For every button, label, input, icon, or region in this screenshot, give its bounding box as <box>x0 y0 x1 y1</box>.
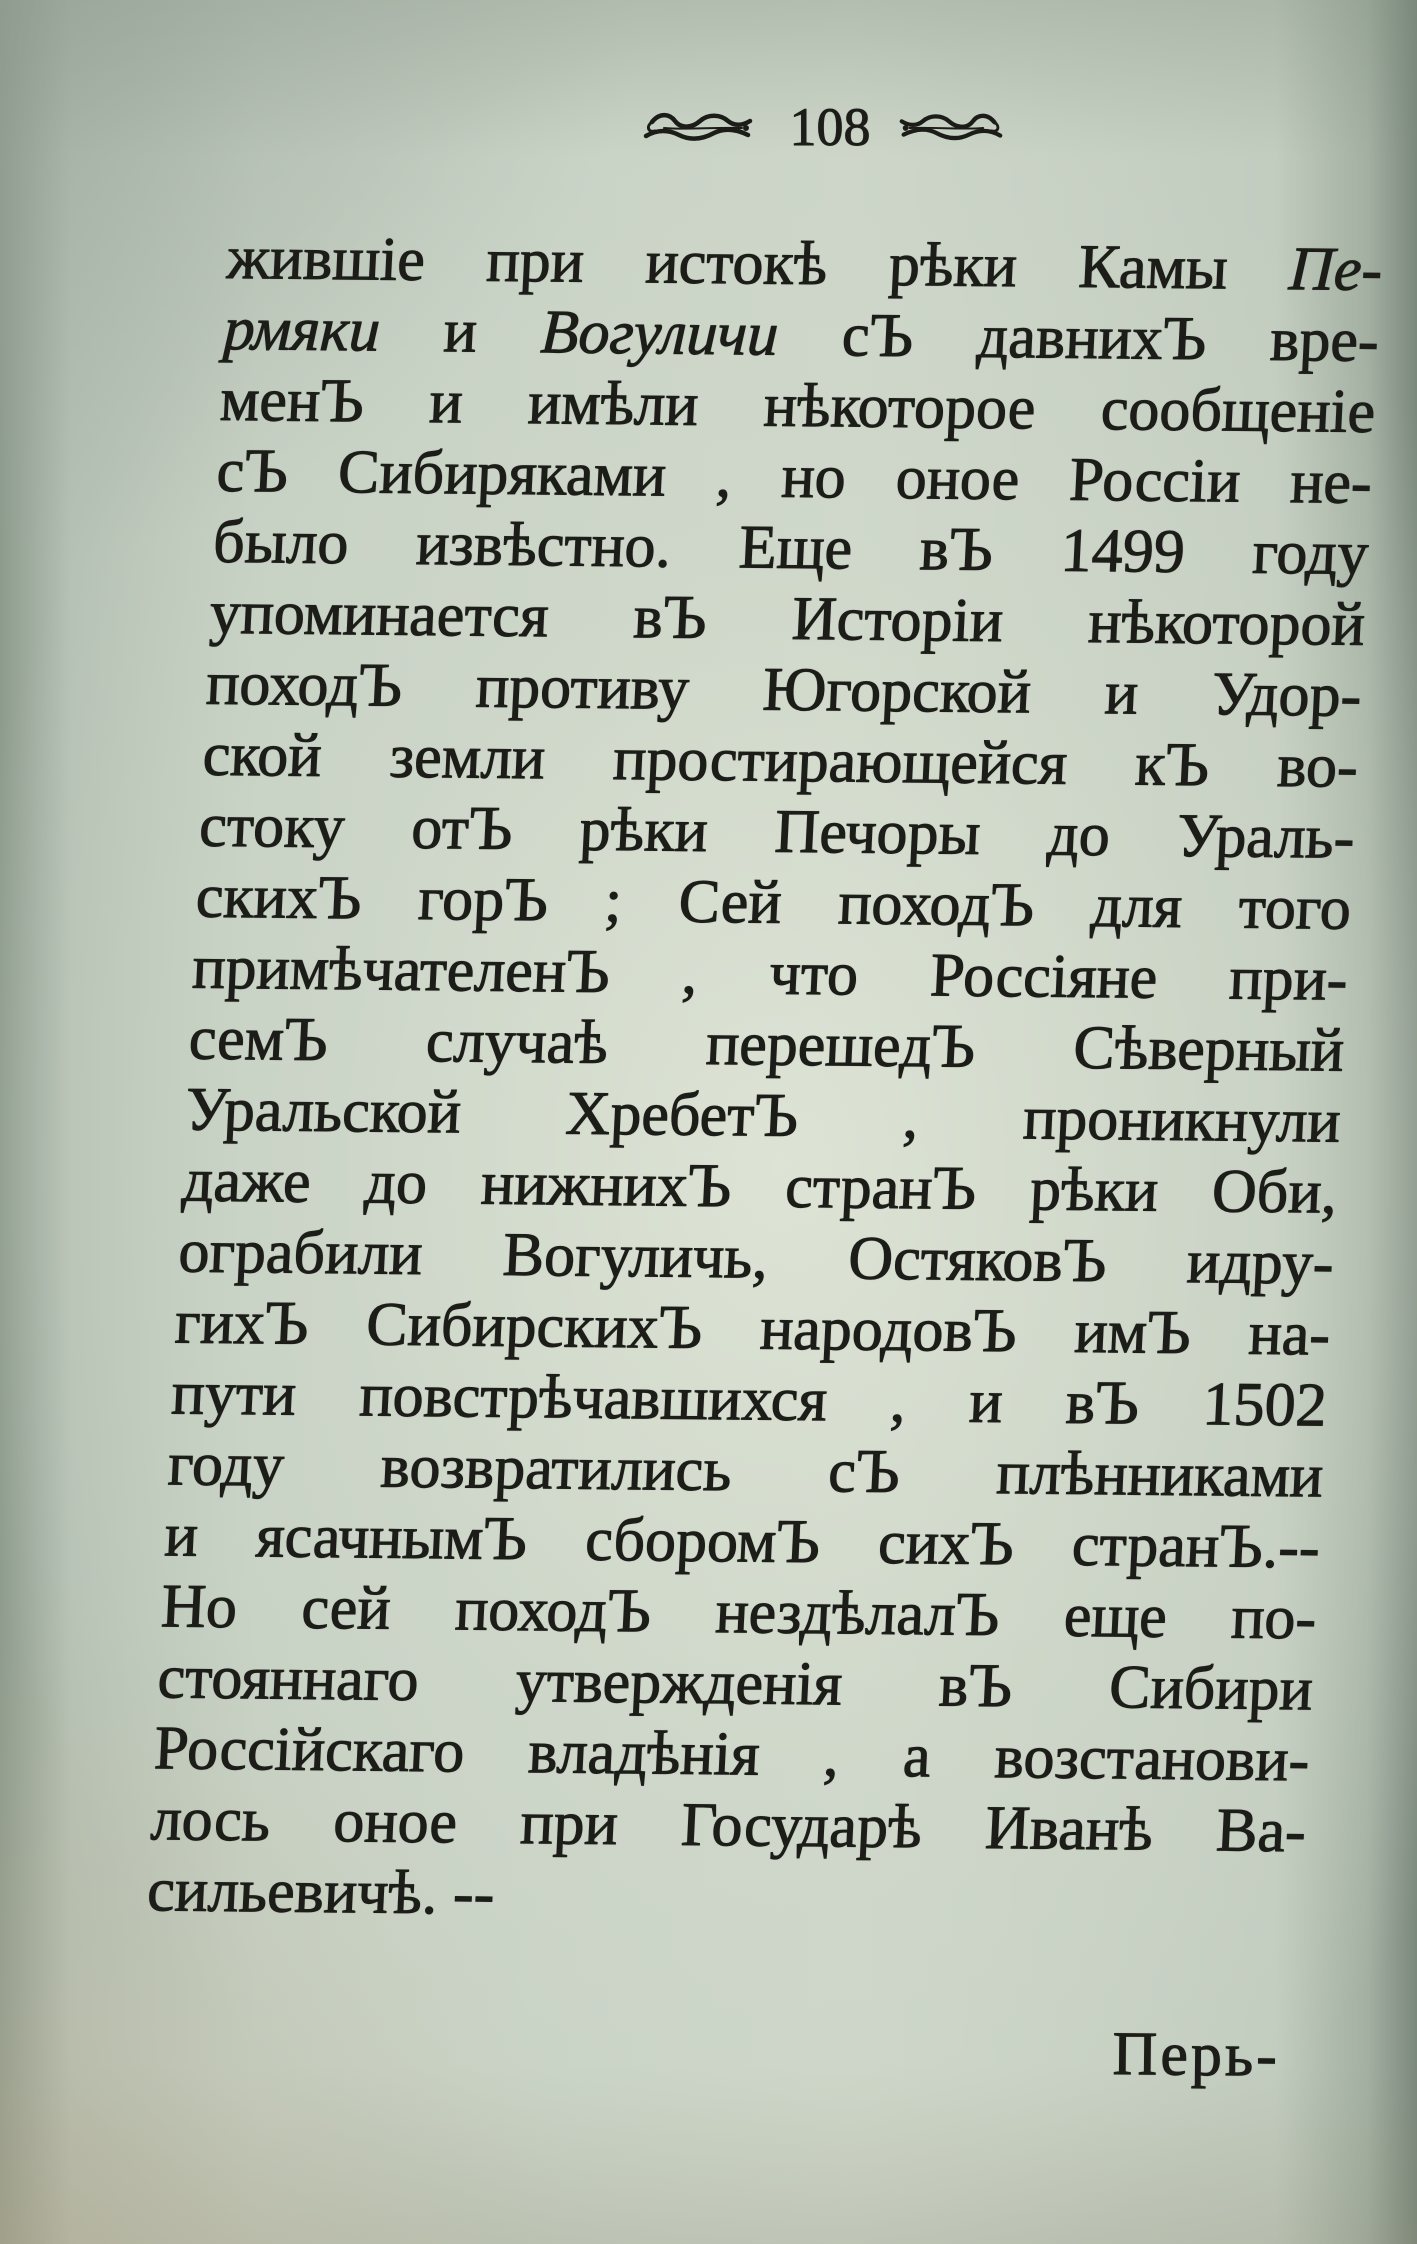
text-line <box>205 649 1363 732</box>
line-text: жившіе при истокѣ рѣки Камы <box>225 223 1291 304</box>
line-text-italic: Вогуличи <box>539 298 780 369</box>
body-text <box>146 223 1384 1938</box>
text-line <box>191 933 1349 1016</box>
line-text: примѣчателенЪ , что Россіяне при- <box>190 933 1350 1014</box>
text-line <box>201 720 1359 803</box>
text-line <box>198 791 1356 874</box>
right-ornament <box>898 106 1004 150</box>
text-line <box>173 1288 1331 1371</box>
line-text: сильевичѣ. -- <box>145 1856 497 1928</box>
ornament-swirl <box>652 115 750 127</box>
text-line <box>170 1358 1328 1441</box>
line-text: менЪ и имѣли нѣкоторое сообщеніе <box>218 365 1377 446</box>
line-text: Россійскаго владѣнія , а возстанови- <box>152 1714 1311 1795</box>
ornament-swirl <box>909 128 983 129</box>
page-number: 108 <box>789 97 871 157</box>
text-line <box>156 1642 1314 1725</box>
line-text: было извѣстно. Еще вЪ 1499 году <box>211 507 1371 588</box>
text-line <box>160 1571 1318 1654</box>
text-line <box>212 507 1370 590</box>
text-line <box>163 1500 1321 1583</box>
line-text: и <box>378 296 543 367</box>
ornament-swirl <box>646 130 748 139</box>
line-text: лось оное при Государѣ Иванѣ Ва- <box>149 1785 1308 1866</box>
text-line <box>226 223 1384 306</box>
line-text: и ясачнымЪ сборомЪ сихЪ странЪ.-- <box>163 1501 1322 1582</box>
line-text: Уральской ХребетЪ , проникнули <box>183 1075 1343 1156</box>
line-text: стоку отЪ рѣки Печоры до Ураль- <box>197 791 1357 872</box>
line-text: упоминается вЪ Исторіи нѣкоторой <box>208 578 1367 659</box>
text-line <box>177 1217 1335 1300</box>
ornament-swirl <box>648 122 655 131</box>
text-line <box>146 1855 1304 1938</box>
line-text: скихЪ горЪ ; Сей походЪ для того <box>194 862 1353 943</box>
left-ornament <box>642 106 754 150</box>
text-line <box>219 365 1377 448</box>
ornament-swirl <box>664 128 742 129</box>
text-line <box>153 1713 1311 1796</box>
line-text: году возвратились сЪ плѣнниками <box>166 1430 1325 1511</box>
catchword: Перь- <box>1112 2020 1281 2090</box>
text-line <box>222 294 1380 377</box>
line-text: даже до нижнихЪ странЪ рѣки Оби, <box>180 1146 1339 1227</box>
ornament-group <box>902 116 1000 138</box>
line-text: Но сей походЪ нездѣлалЪ еще по- <box>159 1572 1318 1653</box>
text-line <box>167 1429 1325 1512</box>
ornament-swirl <box>992 122 998 131</box>
text-line <box>187 1004 1345 1087</box>
line-text: гихЪ СибирскихЪ народовЪ имЪ на- <box>173 1288 1332 1369</box>
ornament-swirl <box>904 130 1001 138</box>
line-text: сЪ Сибиряками , но оное Россіи не- <box>215 436 1374 517</box>
line-text: стояннаго утвержденія вЪ Сибири <box>156 1643 1315 1724</box>
text-line <box>194 862 1352 945</box>
ornament-dot <box>903 126 908 131</box>
text-line <box>180 1146 1338 1229</box>
text-line <box>208 578 1366 661</box>
ornament-dot <box>744 126 749 131</box>
text-line <box>149 1784 1307 1867</box>
text-line <box>215 436 1373 519</box>
line-text: сЪ давнихЪ вре- <box>776 300 1381 376</box>
line-text-italic: Пе- <box>1287 235 1384 305</box>
ornament-swirl <box>902 116 995 127</box>
text-line <box>184 1075 1342 1158</box>
line-text: ской земли простирающейся кЪ во- <box>201 720 1360 801</box>
line-text-italic: рмяки <box>222 294 382 365</box>
line-text: ограбили Вогуличь, ОстяковЪ идру- <box>177 1217 1336 1298</box>
line-text: семЪ случаѣ перешедЪ Сѣверный <box>187 1004 1346 1085</box>
line-text: походЪ противу Югорской и Удор- <box>204 649 1364 730</box>
line-text: пути повстрѣчавшихся , и вЪ 1502 <box>170 1359 1329 1440</box>
